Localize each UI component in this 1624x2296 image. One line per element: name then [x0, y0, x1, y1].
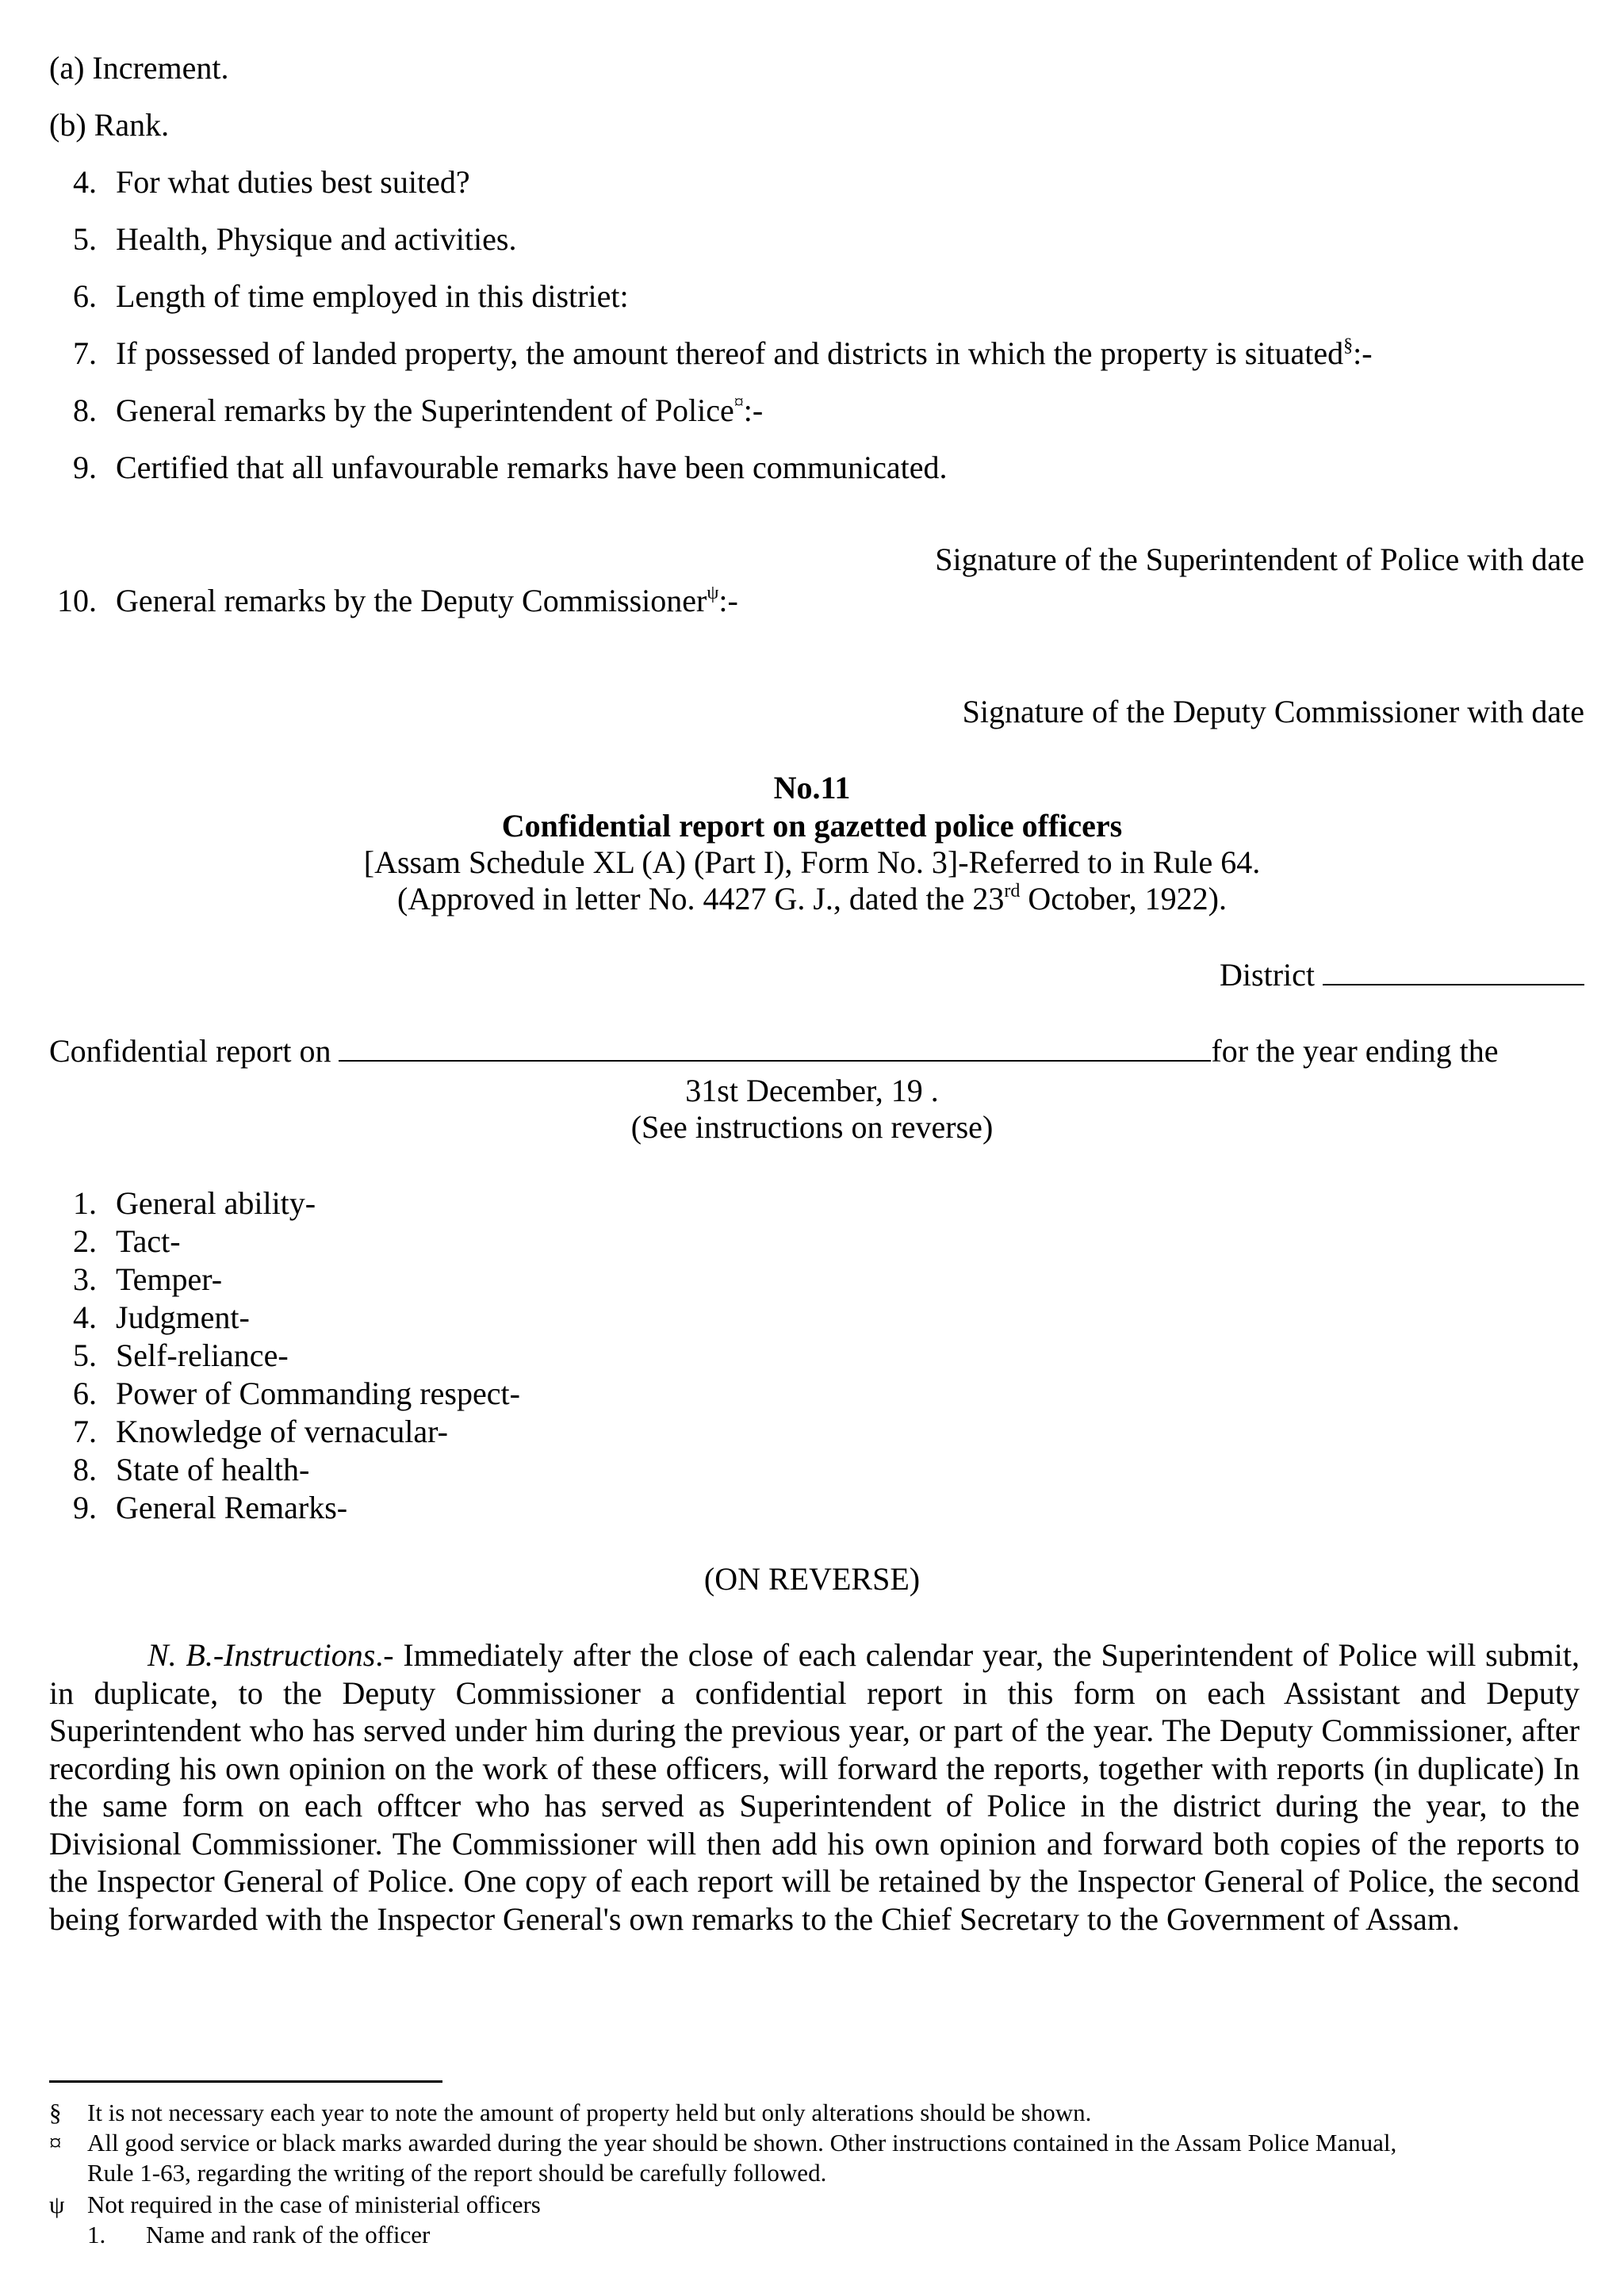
item-text: Certified that all unfavourable remarks have been communicated. [116, 450, 948, 485]
item-number: 8. [73, 1452, 97, 1487]
item-a: (a) Increment. [49, 50, 229, 86]
item-number: 7. [73, 335, 97, 371]
item-number: 6. [73, 278, 97, 314]
footnote-text: It is not necessary each year to note the amount of property held but only alterations should be shown. [87, 2099, 1092, 2126]
footnote-ref-currency: ¤ [733, 392, 744, 413]
report-item [49, 1184, 520, 1223]
form-number: No.11 [773, 770, 851, 806]
footnote-ref-psi: ψ [707, 582, 719, 603]
item-number: 5. [73, 1337, 97, 1373]
report-item [49, 1489, 520, 1527]
sp-signature-line: Signature of the Superintendent of Police with date [935, 541, 1584, 577]
item-text: Name and rank of the officer [146, 2221, 431, 2248]
report-item [49, 1261, 520, 1299]
approved-sup: rd [1004, 880, 1021, 901]
report-on-blank[interactable] [339, 1033, 1211, 1062]
footnote-psi [49, 2190, 541, 2220]
item-text: General remarks by the Deputy Commissioner [116, 583, 707, 618]
item-text: General remarks by the Superintendent of Police [116, 392, 734, 428]
date-line: 31st December, 19 . [685, 1073, 939, 1108]
report-item [49, 1337, 520, 1375]
footnote-currency-cont: Rule 1-63, regarding the writing of the report should be carefully followed. [87, 2159, 827, 2187]
report-item [49, 1413, 520, 1451]
numbered-item-4 [49, 163, 470, 201]
item-number: 7. [73, 1414, 97, 1449]
item-number: 9. [73, 1490, 97, 1525]
district-blank[interactable] [1323, 957, 1584, 985]
item-b: (b) Rank. [49, 107, 170, 143]
form-title: Confidential report on gazetted police officers [501, 808, 1123, 844]
item-number: 8. [73, 392, 97, 428]
item-number: 4. [73, 164, 97, 200]
item-text: General Remarks- [116, 1490, 348, 1525]
report-on-label: Confidential report on [49, 1033, 331, 1069]
item-text: Knowledge of vernacular- [116, 1414, 449, 1449]
approved-text: (Approved in letter No. 4427 G. J., dated the 23 [397, 881, 1005, 916]
footnote-ref-section: § [1343, 335, 1354, 356]
numbered-item-8 [49, 392, 763, 430]
item-text: State of health- [116, 1452, 310, 1487]
item-text: Judgment- [116, 1299, 250, 1335]
instructions-lead: N. B.-Instructions [147, 1637, 376, 1673]
report-item [49, 1375, 520, 1413]
dc-signature-line: Signature of the Deputy Commissioner with date [962, 694, 1584, 729]
report-item [49, 1223, 520, 1261]
item-tail: :- [718, 583, 738, 618]
footnote-mark: § [49, 2099, 62, 2126]
item-text: Self-reliance- [116, 1337, 289, 1373]
year-ending-text: for the year ending the [1211, 1033, 1499, 1069]
item-number: 10. [57, 583, 97, 618]
item-text: If possessed of landed property, the amount thereof and districts in which the property is situated [116, 335, 1344, 371]
approved-text-end: October, 1922). [1020, 881, 1227, 916]
numbered-item-10 [49, 582, 738, 620]
item-text: General ability- [116, 1185, 316, 1221]
item-text: Length of time employed in this distriet: [116, 278, 629, 314]
item-number: 1. [87, 2221, 106, 2248]
item-number: 2. [73, 1223, 97, 1259]
item-text: Power of Commanding respect- [116, 1376, 520, 1411]
footnote-mark: ψ [49, 2191, 65, 2218]
footnote-text: Not required in the case of ministerial officers [87, 2191, 541, 2218]
item-number: 6. [73, 1376, 97, 1411]
item-number: 9. [73, 450, 97, 485]
item-text: Tact- [116, 1223, 181, 1259]
footnote-mark: ¤ [49, 2129, 62, 2156]
reverse-heading: (ON REVERSE) [703, 1561, 921, 1597]
form-schedule: [Assam Schedule XL (A) (Part I), Form No. 3]-Referred to in Rule 64. [363, 844, 1261, 880]
item-text: For what duties best suited? [116, 164, 470, 200]
footnote-currency [49, 2128, 1396, 2158]
item-text: Temper- [116, 1261, 223, 1297]
item-number: 4. [73, 1299, 97, 1335]
instructions-body: .- Immediately after the close of each calendar year, the Superintendent of Police will submit, in duplicate, to the Deputy Commissioner a confidential report in this form on each Assistant and Deputy Superintendent who has served under him during the previous year, or part of the year. The Deputy Commissioner, after recording his own opinion on the work of these officers, will forward the reports, together with reports (in duplicate) In the same form on each offtcer who has served as Superintendent of Police in the district during the year, to the Divisional Commissioner. The Commissioner will then add his own opinion and forward both copies of the reports to the Inspector General of Police. One copy of each report will be retained by the Inspector General of Police, the second being forwarded with the Inspector General's own remarks to the Chief Secretary to the Government of Assam. [49, 1637, 1580, 1937]
item-tail: :- [1353, 335, 1373, 371]
report-item [49, 1299, 520, 1337]
item-tail: :- [743, 392, 764, 428]
report-items-list [49, 1184, 520, 1527]
report-item [49, 1451, 520, 1489]
form-approved [0, 880, 1624, 918]
footnote-section [49, 2098, 1091, 2128]
item-number: 5. [73, 221, 97, 257]
district-field [1220, 956, 1584, 994]
item-text: Health, Physique and activities. [116, 221, 517, 257]
numbered-item-9 [49, 449, 947, 487]
numbered-item-6 [49, 277, 629, 316]
report-on-field [49, 1032, 1499, 1070]
footnote-text: All good service or black marks awarded during the year should be shown. Other instructions contained in the Assam Police Manual, [87, 2129, 1397, 2156]
instructions-paragraph [49, 1636, 1580, 1938]
numbered-item-7 [49, 335, 1373, 373]
see-instructions: (See instructions on reverse) [630, 1109, 994, 1145]
footnote-sub-item [87, 2220, 430, 2250]
numbered-item-5 [49, 220, 516, 258]
item-number: 1. [73, 1185, 97, 1221]
district-label: District [1220, 957, 1315, 993]
item-number: 3. [73, 1261, 97, 1297]
footnote-divider [49, 2080, 442, 2083]
